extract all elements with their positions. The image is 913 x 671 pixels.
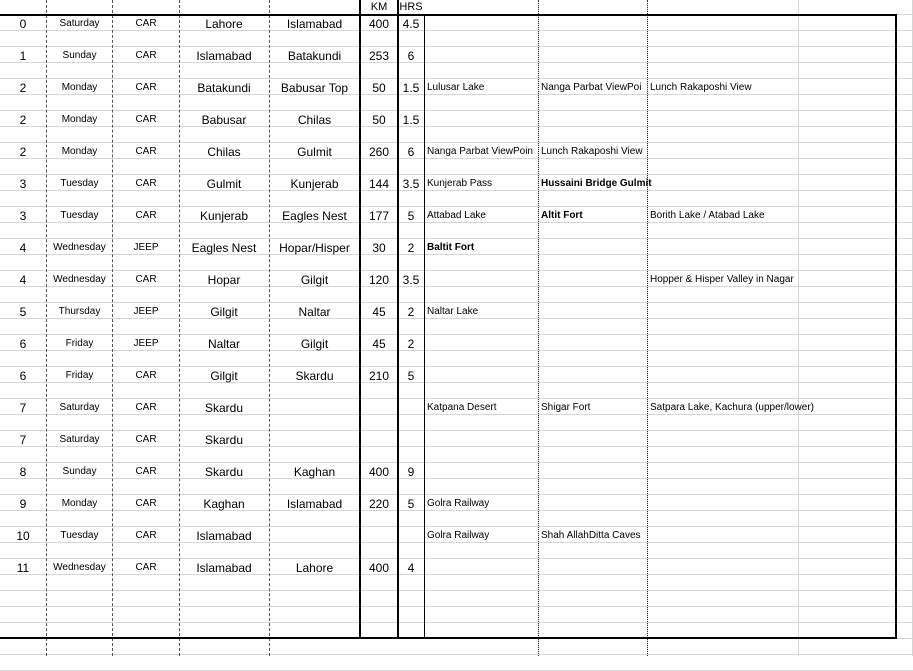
transport-cell[interactable]: CAR [135,274,157,285]
to-city-cell[interactable]: Chilas [297,113,332,127]
km-cell[interactable] [360,431,398,463]
weekday-cell[interactable]: Wednesday [53,562,106,573]
km-cell[interactable]: 220 [368,497,390,511]
attraction-2-cell[interactable] [538,367,647,399]
attraction-3-cell[interactable] [647,239,798,271]
km-cell[interactable]: 30 [372,241,386,255]
to-city-cell[interactable] [269,399,360,431]
day-number-cell[interactable]: 3 [19,209,27,223]
attraction-1-cell[interactable] [424,271,538,303]
attraction-1-cell[interactable]: Katpana Desert [427,402,497,413]
day-number-cell[interactable]: 2 [19,145,27,159]
transport-cell[interactable]: CAR [135,370,157,381]
weekday-cell[interactable]: Friday [65,370,94,381]
weekday-cell[interactable]: Thursday [58,306,101,317]
transport-cell[interactable]: CAR [135,18,157,29]
attraction-2-cell[interactable] [538,47,647,79]
weekday-cell[interactable]: Saturday [59,18,100,29]
attraction-2-cell[interactable] [538,495,647,527]
attraction-3-cell[interactable] [647,527,798,559]
attraction-2-cell[interactable] [538,239,647,271]
weekday-cell[interactable]: Monday [61,498,98,509]
transport-cell[interactable]: CAR [135,402,157,413]
hrs-cell[interactable] [398,431,424,463]
weekday-cell[interactable]: Monday [61,114,98,125]
transport-cell[interactable]: CAR [135,498,157,509]
weekday-cell[interactable]: Tuesday [60,210,99,221]
hrs-cell[interactable]: 5 [407,497,415,511]
hrs-header[interactable]: HRS [399,1,423,13]
transport-cell[interactable]: CAR [135,146,157,157]
attraction-2-cell[interactable] [538,15,647,47]
km-cell[interactable]: 45 [372,305,386,319]
attraction-1-cell[interactable]: Naltar Lake [427,306,479,317]
to-city-cell[interactable]: Gilgit [300,273,329,287]
from-city-cell[interactable]: Skardu [204,401,244,415]
day-number-cell[interactable]: 7 [19,401,27,415]
hrs-cell[interactable]: 9 [407,465,415,479]
km-cell[interactable]: 400 [368,17,390,31]
hrs-cell[interactable]: 2 [407,241,415,255]
hrs-cell[interactable]: 6 [407,145,415,159]
transport-cell[interactable]: JEEP [133,338,159,349]
from-city-cell[interactable]: Hopar [207,273,241,287]
attraction-3-cell[interactable] [647,175,798,207]
km-cell[interactable]: 210 [368,369,390,383]
km-cell[interactable]: 253 [368,49,390,63]
from-city-cell[interactable]: Lahore [205,17,243,31]
day-number-cell[interactable]: 9 [19,497,27,511]
km-cell[interactable]: 50 [372,113,386,127]
km-cell[interactable] [360,527,398,559]
to-city-cell[interactable]: Gulmit [297,145,332,159]
hrs-cell[interactable]: 2 [407,337,415,351]
km-cell[interactable] [360,399,398,431]
attraction-3-cell[interactable] [647,431,798,463]
transport-cell[interactable]: JEEP [133,306,159,317]
km-header[interactable]: KM [370,1,388,13]
hrs-cell[interactable]: 1.5 [402,81,420,95]
attraction-1-cell[interactable]: Golra Railway [427,530,490,541]
attraction-2-cell[interactable] [538,111,647,143]
transport-cell[interactable]: CAR [135,562,157,573]
from-city-cell[interactable]: Gilgit [210,369,238,383]
attraction-2-cell[interactable]: Hussaini Bridge Gulmit [541,178,652,189]
transport-cell[interactable]: CAR [135,434,157,445]
attraction-2-cell[interactable] [538,271,647,303]
to-city-cell[interactable] [269,431,360,463]
attraction-1-cell[interactable] [424,47,538,79]
hrs-cell[interactable]: 4.5 [402,17,420,31]
day-number-cell[interactable]: 4 [19,241,27,255]
attraction-2-cell[interactable] [538,463,647,495]
weekday-cell[interactable]: Tuesday [60,178,99,189]
from-city-cell[interactable]: Naltar [207,337,240,351]
from-city-cell[interactable]: Islamabad [196,49,252,63]
km-cell[interactable]: 400 [368,561,390,575]
attraction-2-cell[interactable] [538,335,647,367]
hrs-cell[interactable]: 3.5 [402,177,420,191]
attraction-1-cell[interactable] [424,367,538,399]
attraction-3-cell[interactable] [647,15,798,47]
transport-cell[interactable]: CAR [135,178,157,189]
from-city-cell[interactable]: Islamabad [196,561,252,575]
attraction-1-cell[interactable]: Nanga Parbat ViewPoin [427,146,533,157]
day-number-cell[interactable]: 0 [19,17,27,31]
from-city-cell[interactable]: Batakundi [197,81,251,95]
from-city-cell[interactable]: Gulmit [206,177,242,191]
hrs-cell[interactable]: 5 [407,369,415,383]
day-number-cell[interactable]: 7 [19,433,27,447]
transport-cell[interactable]: JEEP [133,242,159,253]
from-city-cell[interactable]: Kaghan [203,497,245,511]
day-number-cell[interactable]: 11 [16,561,30,575]
transport-cell[interactable]: CAR [135,50,157,61]
transport-cell[interactable]: CAR [135,82,157,93]
attraction-2-cell[interactable]: Shah AllahDitta Caves [541,530,641,541]
attraction-1-cell[interactable]: Baltit Fort [427,242,475,253]
weekday-cell[interactable]: Wednesday [53,242,106,253]
weekday-cell[interactable]: Saturday [59,402,100,413]
table-border-right [895,14,897,639]
hrs-cell[interactable]: 3.5 [402,273,420,287]
day-number-cell[interactable]: 1 [19,49,27,63]
km-cell[interactable]: 45 [372,337,386,351]
km-cell[interactable]: 50 [372,81,386,95]
attraction-2-cell[interactable] [538,559,647,591]
from-city-cell[interactable]: Babusar [201,113,247,127]
km-cell[interactable]: 400 [368,465,390,479]
attraction-3-cell[interactable] [647,559,798,591]
from-city-cell[interactable]: Skardu [204,465,244,479]
attraction-2-cell[interactable]: Altit Fort [541,210,583,221]
day-number-cell[interactable]: 3 [19,177,27,191]
from-city-cell[interactable]: Chilas [207,145,241,159]
from-city-cell[interactable]: Islamabad [196,529,252,543]
from-city-cell[interactable]: Eagles Nest [191,241,257,255]
day-number-cell[interactable]: 8 [19,465,27,479]
from-city-cell[interactable]: Gilgit [210,305,238,319]
attraction-1-cell[interactable] [424,559,538,591]
hrs-cell[interactable]: 6 [407,49,415,63]
from-city-cell[interactable]: Skardu [204,433,244,447]
day-number-cell[interactable]: 4 [19,273,27,287]
attraction-2-cell[interactable] [538,431,647,463]
attraction-1-cell[interactable] [424,431,538,463]
to-city-cell[interactable]: Gilgit [300,337,329,351]
weekday-cell[interactable]: Wednesday [53,274,106,285]
km-cell[interactable]: 260 [368,145,390,159]
attraction-3-cell[interactable] [647,143,798,175]
to-city-cell[interactable]: Batakundi [287,49,342,63]
attraction-3-cell[interactable] [647,303,798,335]
hrs-cell[interactable]: 1.5 [402,113,420,127]
attraction-3-cell[interactable]: Lunch Rakaposhi View [650,82,752,93]
attraction-1-cell[interactable] [424,463,538,495]
from-city-cell[interactable]: Kunjerab [199,209,249,223]
attraction-3-cell[interactable]: Satpara Lake, Kachura (upper/lower) [650,402,814,413]
hrs-cell[interactable] [398,399,424,431]
day-number-cell[interactable]: 6 [19,337,27,351]
hrs-cell[interactable]: 2 [407,305,415,319]
to-city-cell[interactable]: Islamabad [286,17,343,31]
row-gridline [0,622,913,623]
attraction-3-cell[interactable] [647,47,798,79]
to-city-cell[interactable]: Skardu [295,369,334,383]
row-gridline [0,606,913,607]
attraction-1-cell[interactable]: Lulusar Lake [427,82,485,93]
to-city-cell[interactable]: Lahore [295,561,334,575]
attraction-3-cell[interactable] [647,111,798,143]
attraction-1-cell[interactable]: Golra Railway [427,498,490,509]
day-number-cell[interactable]: 6 [19,369,27,383]
to-city-cell[interactable]: Babusar Top [280,81,349,95]
to-city-cell[interactable]: Naltar [298,305,331,319]
attraction-3-cell[interactable]: Hopper & Hisper Valley in Nagar [650,274,794,285]
attraction-2-cell[interactable] [538,303,647,335]
weekday-cell[interactable]: Tuesday [60,530,99,541]
day-number-cell[interactable]: 5 [19,305,27,319]
hrs-cell[interactable] [398,527,424,559]
to-city-cell[interactable]: Kaghan [293,465,336,479]
table-border-top [0,14,897,16]
to-city-cell[interactable]: Eagles Nest [282,209,347,223]
attraction-2-cell[interactable]: Lunch Rakaposhi View [541,146,643,157]
attraction-1-cell[interactable]: Kunjerab Pass [427,178,493,189]
km-cell[interactable]: 177 [368,209,390,223]
attraction-1-cell[interactable] [424,335,538,367]
column-gridline [798,0,799,656]
to-city-cell[interactable]: Hopar/Hisper [279,241,350,255]
attraction-3-cell[interactable] [647,463,798,495]
km-cell[interactable]: 144 [368,177,390,191]
attraction-2-cell[interactable]: Shigar Fort [541,402,591,413]
attraction-3-cell[interactable] [647,495,798,527]
weekday-cell[interactable]: Saturday [59,434,100,445]
attraction-1-cell[interactable] [424,15,538,47]
to-city-cell[interactable]: Islamabad [286,497,343,511]
hrs-cell[interactable]: 4 [407,561,415,575]
attraction-2-cell[interactable]: Nanga Parbat ViewPoi [541,82,642,93]
transport-cell[interactable]: CAR [135,530,157,541]
transport-cell[interactable]: CAR [135,114,157,125]
attraction-1-cell[interactable] [424,111,538,143]
day-number-cell[interactable]: 2 [19,81,27,95]
weekday-cell[interactable]: Monday [61,146,98,157]
weekday-cell[interactable]: Friday [65,338,94,349]
weekday-cell[interactable]: Sunday [62,466,97,477]
day-number-cell[interactable]: 10 [16,529,30,543]
attraction-3-cell[interactable] [647,335,798,367]
km-cell[interactable]: 120 [368,273,390,287]
weekday-cell[interactable]: Monday [61,82,98,93]
to-city-cell[interactable]: Kunjerab [290,177,339,191]
hrs-cell[interactable]: 5 [407,209,415,223]
attraction-3-cell[interactable] [647,367,798,399]
attraction-3-cell[interactable]: Borith Lake / Atabad Lake [650,210,765,221]
weekday-cell[interactable]: Sunday [62,50,97,61]
table-border-bottom [0,637,897,639]
attraction-1-cell[interactable]: Attabad Lake [427,210,486,221]
transport-cell[interactable]: CAR [135,210,157,221]
day-number-cell[interactable]: 2 [19,113,27,127]
transport-cell[interactable]: CAR [135,466,157,477]
to-city-cell[interactable] [269,527,360,559]
row-gridline [0,654,913,655]
